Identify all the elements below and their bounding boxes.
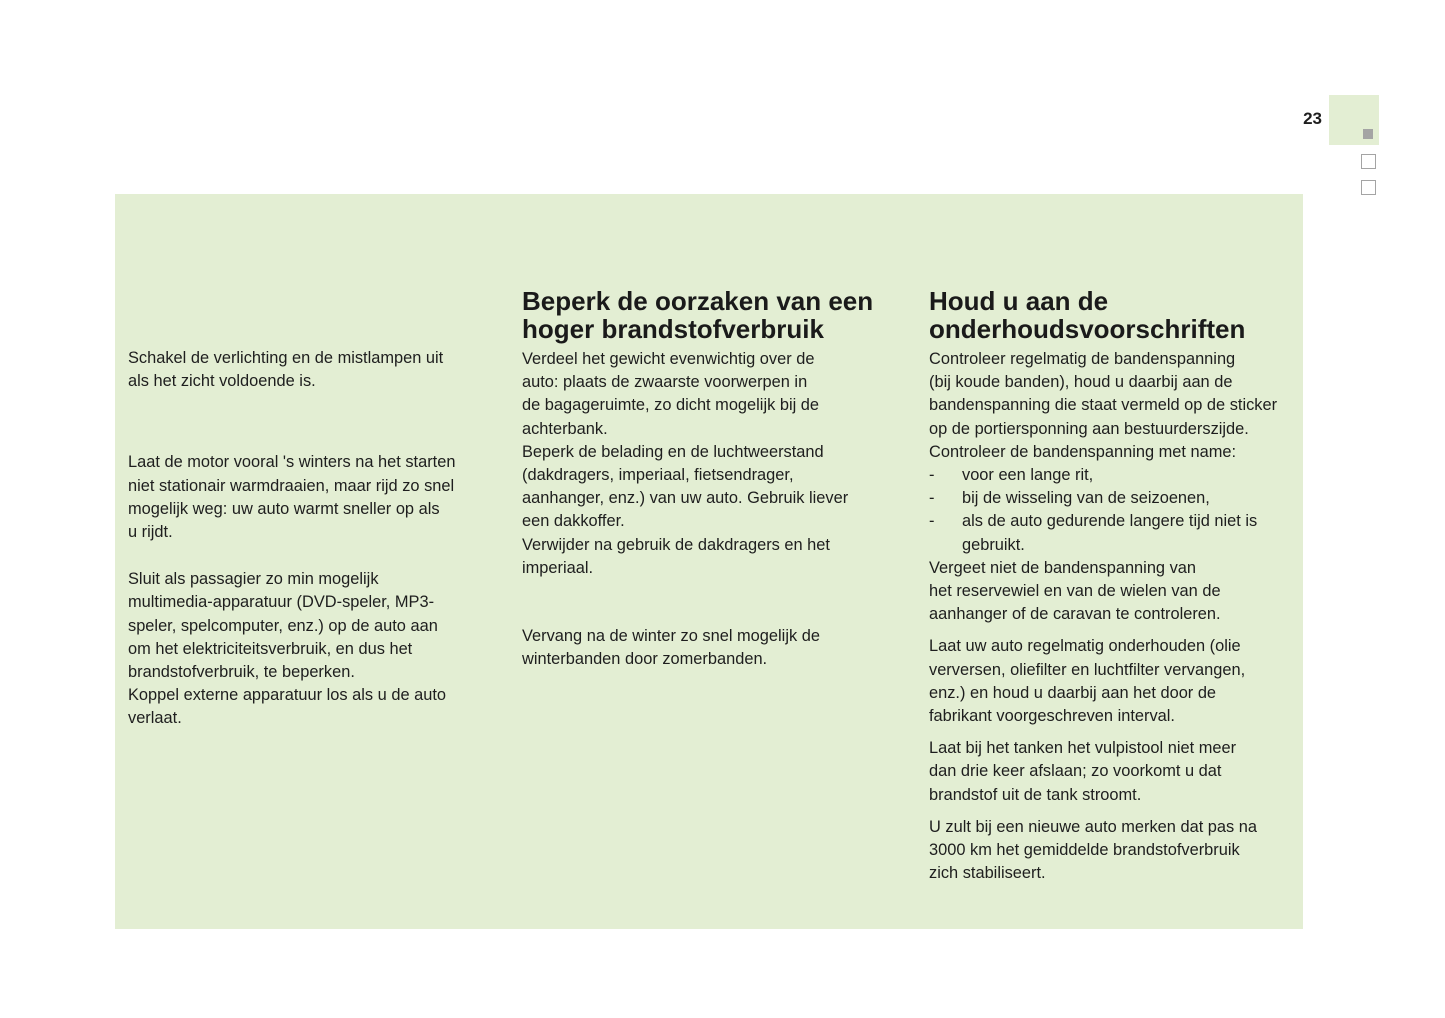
- bullet-text: als de auto gedurende langere tijd niet is gebruikt.: [962, 512, 1258, 554]
- bullet-text: bij de wisseling van de seizoenen,: [962, 489, 1210, 508]
- lighting-paragraph: Schakel de verlichting en de mistlampen uit als het zicht voldoende is.: [128, 349, 444, 391]
- winter-tyres-paragraph: Vervang na de winter zo snel mogelijk de winterbanden door zomerbanden.: [522, 627, 820, 669]
- column-left: [128, 347, 498, 731]
- section-heading-maintenance: Houd u aan de onderhoudsvoorschriften: [929, 286, 1246, 344]
- service-paragraph: Laat uw auto regelmatig onderhouden (olie verversen, oliefilter en luchtfilter vervangen, enz.) en houd u daarbij aan het door de fabrikant voorgeschreven interval.: [929, 637, 1246, 726]
- chapter-marker-empty-2: [1361, 180, 1376, 195]
- column-middle: [522, 287, 912, 671]
- chapter-marker-filled: [1363, 129, 1373, 139]
- bullet-text: voor een lange rit,: [962, 466, 1094, 485]
- chapter-marker-empty-1: [1361, 154, 1376, 169]
- multimedia-paragraph: Sluit als passagier zo min mogelijk multimedia-apparatuur (DVD-speler, MP3- speler, spelcomputer, enz.) op de auto aan om het elektriciteitsverbruik, en dus het brandstofverbruik, te beperken. Koppel externe apparatuur los als u de auto verlaat.: [128, 570, 447, 728]
- bullet-dash: -: [929, 489, 935, 508]
- bullet-dash: -: [929, 466, 935, 485]
- chapter-tab: [1329, 95, 1379, 145]
- refuelling-paragraph: Laat bij het tanken het vulpistool niet meer dan drie keer afslaan; zo voorkomt u dat brandstof uit de tank stroomt.: [929, 739, 1237, 804]
- bullet-item: [929, 487, 1294, 510]
- page-number: 23: [1303, 109, 1322, 128]
- tyre-pressure-intro: Controleer regelmatig de bandenspanning (bij koude banden), houd u daarbij aan de bandenspanning die staat vermeld op de sticker op de portiersponning aan bestuurderszijde. Controleer de bandenspanning met name:: [929, 350, 1278, 461]
- bullet-item: [929, 510, 1294, 556]
- engine-warmup-paragraph: Laat de motor vooral 's winters na het starten niet stationair warmdraaien, maar rijd zo snel mogelijk weg: uw auto warmt sneller op als u rijdt.: [128, 453, 456, 542]
- column-right: [929, 287, 1294, 885]
- spare-wheel-paragraph: Vergeet niet de bandenspanning van het reservewiel en van de wielen van de aanhanger of de caravan te controleren.: [929, 558, 1221, 624]
- new-car-consumption-paragraph: U zult bij een nieuwe auto merken dat pas na 3000 km het gemiddelde brandstofverbruik zich stabiliseert.: [929, 817, 1258, 883]
- section-heading-fuel-consumption: Beperk de oorzaken van een hoger brandstofverbruik: [522, 286, 874, 344]
- bullet-dash: -: [929, 512, 935, 531]
- bullet-item: [929, 464, 1294, 487]
- weight-distribution-paragraph: Verdeel het gewicht evenwichtig over de auto: plaats de zwaarste voorwerpen in de bagageruimte, zo dicht mogelijk bij de achterbank. Beperk de belading en de luchtweerstand (dakdragers, imperiaal, fietsendrager, aanhanger, enz.) van uw auto. Gebruik liever een dakkoffer. Verwijder na gebruik de dakdragers en het imperiaal.: [522, 350, 849, 577]
